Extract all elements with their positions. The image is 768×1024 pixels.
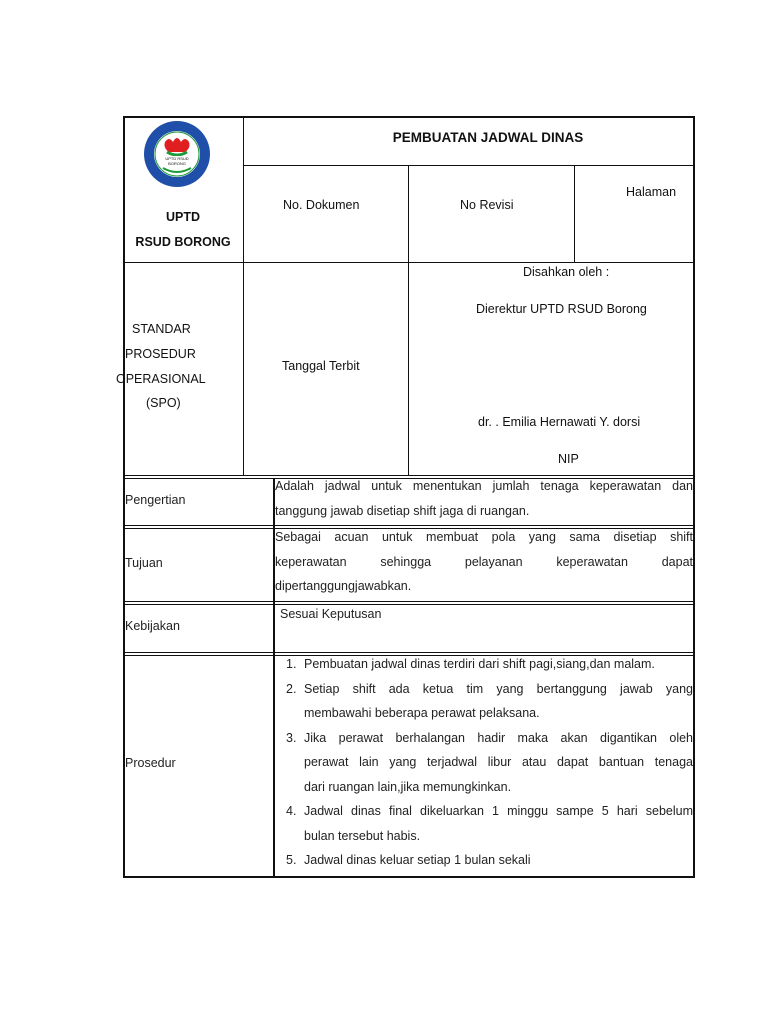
tujuan-text <box>275 525 693 599</box>
prosedur-step-5 <box>276 848 693 873</box>
step-line: Jadwal dinas keluar setiap 1 bulan sekali <box>304 853 531 867</box>
prosedur-step-3 <box>276 726 693 800</box>
step-number: 1. <box>286 657 297 671</box>
pengertian-label: Pengertian <box>125 493 186 507</box>
divider-header-bottom <box>123 262 695 263</box>
unit-line-2: RSUD BORONG <box>135 235 231 249</box>
prosedur-step-2 <box>276 677 693 726</box>
unit-line-1: UPTD <box>165 210 201 224</box>
step-number: 3. <box>286 730 297 745</box>
step-line: bulan tersebut habis. <box>304 828 421 843</box>
tanggal-terbit-label: Tanggal Terbit <box>282 359 360 373</box>
prosedur-label: Prosedur <box>125 756 176 770</box>
tujuan-line-2: keperawatan sehingga pelayanan keperawatan dapat <box>275 554 693 569</box>
direktur-label: Dierektur UPTD RSUD Borong <box>476 302 647 316</box>
spo-line-1: STANDAR <box>132 322 191 336</box>
spo-line-3: OPERASIONAL <box>116 372 206 386</box>
prosedur-steps <box>276 652 693 873</box>
signatory-name: dr. . Emilia Hernawati Y. dorsi <box>478 415 641 429</box>
step-line: Jadwal dinas final dikeluarkan 1 minggu sampe 5 hari sebelum <box>304 804 693 818</box>
halaman-label: Halaman <box>626 185 677 199</box>
kebijakan-text: Sesuai Keputusan <box>280 607 382 621</box>
divider-dokumen-revisi <box>408 165 409 476</box>
step-line: membawahi beberapa perawat pelaksana. <box>304 706 540 720</box>
svg-text:UPTD RSUD: UPTD RSUD <box>165 156 189 161</box>
prosedur-step-4 <box>276 799 693 848</box>
kebijakan-label: Kebijakan <box>125 619 180 633</box>
spo-line-2: PROSEDUR <box>125 347 196 361</box>
divider-revisi-halaman <box>574 165 575 263</box>
step-number: 5. <box>286 853 297 867</box>
spo-line-4: (SPO) <box>146 396 181 410</box>
pengertian-line-1: Adalah jadwal untuk menentukan jumlah tenaga keperawatan dan <box>275 479 693 493</box>
step-number: 4. <box>286 804 297 818</box>
prosedur-step-1 <box>276 652 693 677</box>
step-line: Setiap shift ada ketua tim yang bertanggung jawab yang <box>304 681 693 696</box>
tujuan-line-3: dipertanggungjawabkan. <box>275 579 412 593</box>
no-revisi-label: No Revisi <box>460 198 514 212</box>
disahkan-label: Disahkan oleh : <box>523 265 610 279</box>
step-line: Jika perawat berhalangan hadir maka akan digantikan oleh <box>304 730 693 745</box>
divider-tujuan-bottom <box>123 601 695 602</box>
step-line: dari ruangan lain,jika memungkinkan. <box>304 779 512 794</box>
step-number: 2. <box>286 681 297 696</box>
hospital-logo <box>143 120 211 188</box>
divider-title-row <box>243 165 695 166</box>
divider-logo-column <box>243 117 244 476</box>
document-title: PEMBUATAN JADWAL DINAS <box>392 130 584 145</box>
no-dokumen-label: No. Dokumen <box>283 198 360 212</box>
svg-text:BORONG: BORONG <box>168 161 186 166</box>
step-line: Pembuatan jadwal dinas terdiri dari shift pagi,siang,dan malam. <box>304 657 655 671</box>
pengertian-text <box>275 474 693 523</box>
tujuan-line-1: Sebagai acuan untuk membuat pola yang sama disetiap shift <box>275 530 693 544</box>
tujuan-label: Tujuan <box>125 556 163 570</box>
nip-label: NIP <box>558 452 579 466</box>
pengertian-line-2: tanggung jawab disetiap shift jaga di ruangan. <box>275 503 530 518</box>
step-line: perawat lain yang terjadwal libur atau dapat bantuan tenaga <box>304 755 693 769</box>
divider-kebijakan-top <box>123 604 695 605</box>
